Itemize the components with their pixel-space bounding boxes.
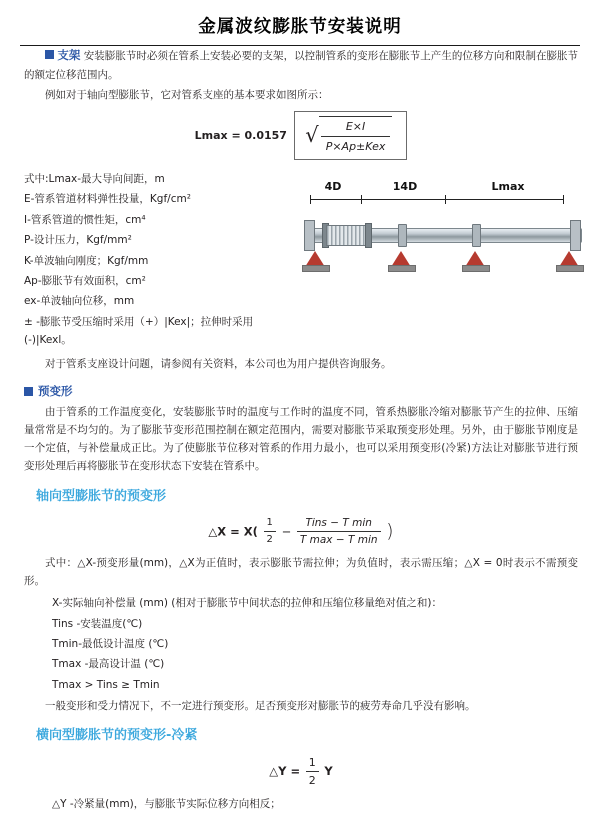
support-base bbox=[462, 265, 490, 272]
axial-formula-minus: − bbox=[281, 523, 292, 538]
axial-formula-half-den: 2 bbox=[266, 533, 273, 545]
lmax-denominator: P×Ap±Kex bbox=[325, 140, 386, 154]
dimension-label-lmax: Lmax bbox=[491, 180, 525, 194]
support-section-heading: 支架 bbox=[57, 48, 81, 63]
list-item: X-实际轴向补偿量 (mm) (相对于膨胀节中间状态的拉伸和压缩位移量绝对值之和)： bbox=[52, 597, 442, 610]
lateral-formula-lhs: △Y = bbox=[269, 764, 301, 779]
support-section-para1-text: 安装膨胀节时必须在管系上安装必要的支架，以控制管系的变形在膨胀节上产生的位移方向和限制在膨胀节的额定位移范围内。 bbox=[24, 50, 579, 81]
dimension-line bbox=[362, 199, 446, 200]
legend-and-figure-row bbox=[24, 166, 578, 351]
lateral-formula-half-den: 2 bbox=[308, 774, 316, 788]
list-item: Ap-膨胀节有效面积，cm² bbox=[24, 274, 146, 287]
document-page bbox=[0, 14, 600, 811]
support-base bbox=[556, 265, 584, 272]
lmax-formula bbox=[24, 111, 578, 160]
list-item: Tmax -最高设计温 (℃) bbox=[52, 658, 165, 671]
axial-formula-half bbox=[264, 515, 276, 547]
axial-predeform-heading: 轴向型膨胀节的预变形 bbox=[36, 488, 167, 504]
lmax-formula-body bbox=[294, 111, 407, 160]
predeform-section-heading: 预变形 bbox=[38, 383, 73, 398]
lateral-formula-rhs: Y bbox=[324, 764, 333, 779]
list-item: ex-单波轴向位移，mm bbox=[24, 295, 135, 308]
axial-predeform-formula bbox=[24, 515, 578, 549]
list-item: Tins -安装温度(℃) bbox=[52, 617, 143, 630]
piping-support-figure bbox=[292, 166, 586, 286]
support-section-closing: 对于管系支座设计问题，请参阅有关资料，本公司也为用户提供咨询服务。 bbox=[45, 358, 392, 371]
dimension-label-4d: 4D bbox=[324, 180, 342, 194]
axial-legend-intro: 式中：△X-预变形量(mm)，△X为正值时，表示膨胀节需拉伸；为负值时，表示需压缩；△X = 0时表示不需预变形。 bbox=[24, 557, 578, 588]
support-base bbox=[302, 265, 330, 272]
document-content bbox=[0, 46, 600, 813]
axial-formula-temp-fraction bbox=[297, 515, 381, 549]
bellows-flange-right bbox=[365, 223, 372, 248]
axial-formula-temp-den: T max − T min bbox=[299, 533, 378, 546]
radical-icon: √ bbox=[305, 123, 319, 148]
lmax-legend-list bbox=[24, 170, 292, 351]
guide-ring-1 bbox=[398, 224, 407, 247]
guide-ring-2 bbox=[472, 224, 481, 247]
dimension-label-14d: 14D bbox=[392, 180, 418, 194]
predeform-section-heading-row bbox=[24, 383, 578, 401]
axial-formula-temp-num: Tins − T min bbox=[297, 515, 381, 532]
list-item: ± -膨胀节受压缩时采用（+）|Kex|；拉伸时采用(-)|Kexl。 bbox=[24, 315, 254, 347]
axial-legend-list bbox=[52, 594, 578, 694]
lmax-formula-label: Lmax = 0.0157 bbox=[194, 128, 287, 142]
lateral-predeform-formula bbox=[24, 754, 578, 789]
predeform-section-para1: 由于管系的工作温度变化，安装膨胀节时的温度与工作时的温度不同，管系热膨胀冷缩对膨胀节产生的拉伸、压缩量常常是不均匀的。为了膨胀节变形范围控制在额定范围内，需要对膨胀节采取预变形处理。另外，由于膨胀节刚度是一个定值，与补偿量成正比。为了使膨胀节位移对管系的作用力最小，也可以采用预变形(冷紧)方法让对膨胀节进行预变形处理后再将膨胀节在变形状态下安装在管系中。 bbox=[24, 406, 578, 473]
list-item: Tmin-最低设计温度 (℃) bbox=[52, 638, 169, 651]
axial-formula-lhs: △X = X( bbox=[208, 523, 258, 538]
list-item: I-管系管道的惯性矩，cm⁴ bbox=[24, 213, 146, 226]
lmax-fraction bbox=[321, 118, 391, 155]
dimension-line bbox=[446, 199, 564, 200]
radicand bbox=[319, 116, 393, 155]
figure-dimension-labels bbox=[296, 178, 586, 195]
figure-dimension-lines bbox=[304, 195, 586, 204]
support-stand-3 bbox=[462, 246, 488, 272]
page-title: 金属波纹膨胀节安装说明 bbox=[198, 17, 402, 37]
support-stand-2 bbox=[388, 246, 414, 272]
list-item: 式中:Lmax-最大导向间距，m bbox=[24, 173, 165, 186]
support-section-para2: 例如对于轴向型膨胀节，它对管系支座的基本要求如图所示： bbox=[45, 88, 329, 101]
lateral-formula-half-num: 1 bbox=[306, 754, 319, 772]
support-section-para1 bbox=[24, 46, 578, 84]
figure-canvas bbox=[296, 178, 586, 286]
lateral-predeform-heading: 横向型膨胀节的预变形-冷紧 bbox=[36, 728, 198, 744]
dimension-tick bbox=[563, 195, 564, 204]
axial-formula-rhs: ) bbox=[386, 519, 394, 542]
dimension-line bbox=[310, 199, 362, 200]
lmax-numerator: E×I bbox=[321, 118, 391, 137]
sqrt-group bbox=[305, 116, 392, 155]
support-stand-4 bbox=[556, 246, 582, 272]
list-item: E-管系管道材料弹性投量，Kgf/cm² bbox=[24, 193, 191, 206]
section-bullet-square bbox=[24, 387, 33, 396]
section-bullet-square bbox=[45, 50, 54, 59]
list-item: K-单波轴向刚度；Kgf/mm bbox=[24, 254, 149, 267]
support-base bbox=[388, 265, 416, 272]
lateral-legend: △Y -冷紧量(mm)，与膨胀节实际位移方向相反； bbox=[52, 798, 281, 811]
axial-formula-half-num: 1 bbox=[264, 515, 276, 532]
support-stand-1 bbox=[302, 246, 328, 272]
list-item: P-设计压力，Kgf/mm² bbox=[24, 234, 132, 247]
bellows-expansion-joint bbox=[326, 225, 368, 246]
dimension-tick bbox=[310, 195, 311, 204]
pipe-assembly bbox=[302, 206, 584, 272]
axial-closing: 一般变形和受力情况下，不一定进行预变形。足否预变形对膨胀节的疲劳寿命几乎没有影响。 bbox=[45, 700, 476, 713]
list-item: Tmax > Tins ≥ Tmin bbox=[52, 678, 160, 691]
lateral-formula-half bbox=[306, 754, 319, 789]
